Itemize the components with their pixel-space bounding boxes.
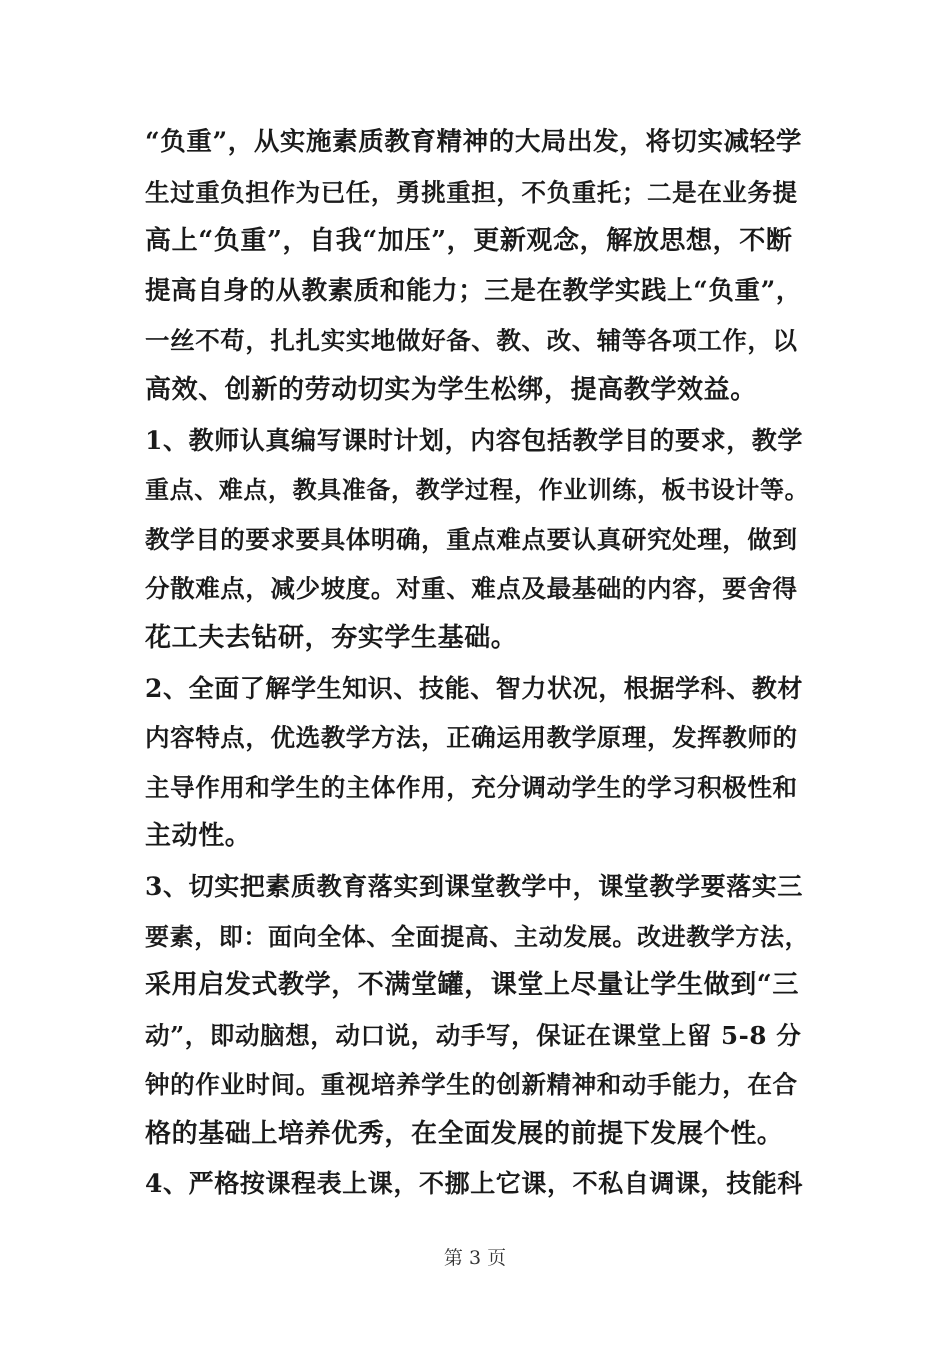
text-line: 1、教师认真编写课时计划，内容包括教学目的要求，教学 xyxy=(145,425,803,455)
text-line: 教学目的要求要具体明确，重点难点要认真研究处理，做到 xyxy=(145,524,798,554)
text-line: 提高自身的从教素质和能力；三是在教学实践上“负重”， xyxy=(145,275,802,306)
text-line: 内容特点，优选教学方法，正确运用教学原理，发挥教师的 xyxy=(145,723,798,753)
text-line: 4、严格按课程表上课，不挪上它课，不私自调课，技能科 xyxy=(145,1169,803,1199)
text-line: 高上“负重”，自我“加压”，更新观念，解放思想，不断 xyxy=(145,226,793,257)
page-number: 第 3 页 xyxy=(443,1247,507,1269)
text-line: 花工夫去钻研，夯实学生基础。 xyxy=(145,622,518,653)
text-line: 主动性。 xyxy=(145,821,252,852)
text-line: 采用启发式教学，不满堂罐，课堂上尽量让学生做到“三 xyxy=(145,970,799,1001)
text-line: 格的基础上培养优秀，在全面发展的前提下发展个性。 xyxy=(145,1118,784,1149)
text-line: 动”，即动脑想，动口说，动手写，保证在课堂上留 5-8 分 xyxy=(145,1020,802,1050)
text-line: 一丝不苟，扎扎实实地做好备、教、改、辅等各项工作，以 xyxy=(145,326,798,356)
text-line: 高效、创新的劳动切实为学生松绑，提高教学效益。 xyxy=(145,374,757,405)
text-line: 2、全面了解学生知识、技能、智力状况，根据学科、教材 xyxy=(145,673,803,703)
text-line: 要素，即：面向全体、全面提高、主动发展。改进教学方法， xyxy=(145,921,810,951)
text-line: 生过重负担作为已任，勇挑重担，不负重托；二是在业务提 xyxy=(145,177,798,207)
text-line: 主导作用和学生的主体作用，充分调动学生的学习积极性和 xyxy=(145,772,798,802)
text-line: 3、切实把素质教育落实到课堂教学中，课堂教学要落实三 xyxy=(145,871,803,901)
text-line: 钟的作业时间。重视培养学生的创新精神和动手能力，在合 xyxy=(145,1070,798,1100)
text-line: “负重”，从实施素质教育精神的大局出发，将切实减轻学 xyxy=(145,127,802,157)
text-line: 分散难点，减少坡度。对重、难点及最基础的内容，要舍得 xyxy=(145,574,798,604)
body-text xyxy=(145,118,810,1209)
text-line: 重点、难点，教具准备，教学过程，作业训练，板书设计等。 xyxy=(145,475,810,505)
